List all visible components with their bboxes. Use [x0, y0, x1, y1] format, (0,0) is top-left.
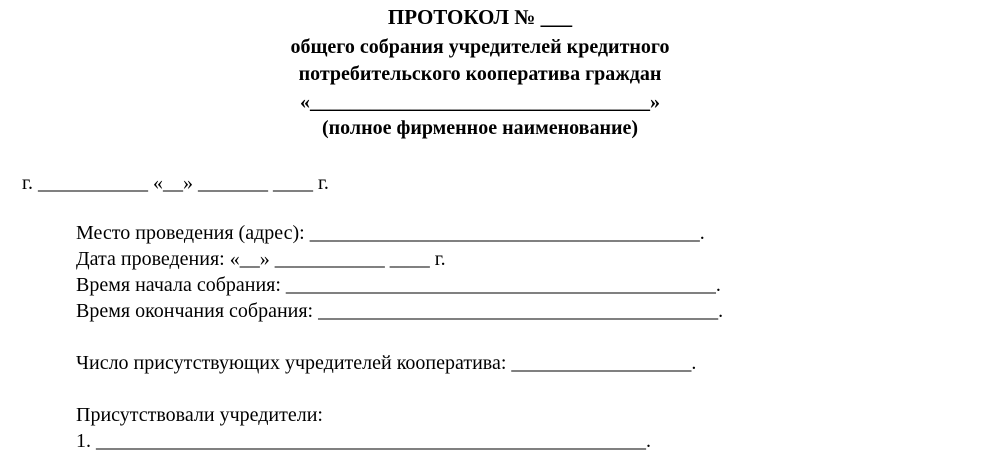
meeting-date-line: Дата проведения: «__» ___________ ____ г. — [76, 248, 446, 270]
meeting-start-time-line: Время начала собрания: ___________________________________________. — [76, 274, 721, 296]
meeting-end-time-line: Время окончания собрания: ________________________________________. — [76, 300, 724, 322]
document-subtitle-line-1: общего собрания учредителей кредитного — [290, 36, 670, 58]
meeting-place-line: Место проведения (адрес): _______________________________________. — [76, 222, 705, 244]
present-founder-item-1: 1. _______________________________________________________. — [76, 430, 651, 452]
present-founders-label: Присутствовали учредители: — [76, 404, 323, 426]
document-subtitle-line-2: потребительского кооператива граждан — [298, 63, 662, 85]
city-date-line: г. ___________ «__» _______ ____ г. — [22, 172, 329, 194]
cooperative-name-blank: «__________________________________» — [300, 91, 660, 113]
founders-count-line: Число присутствующих учредителей кооператива: __________________. — [76, 352, 697, 374]
cooperative-name-caption: (полное фирменное наименование) — [321, 117, 639, 139]
document-title: ПРОТОКОЛ № ___ — [387, 5, 573, 29]
